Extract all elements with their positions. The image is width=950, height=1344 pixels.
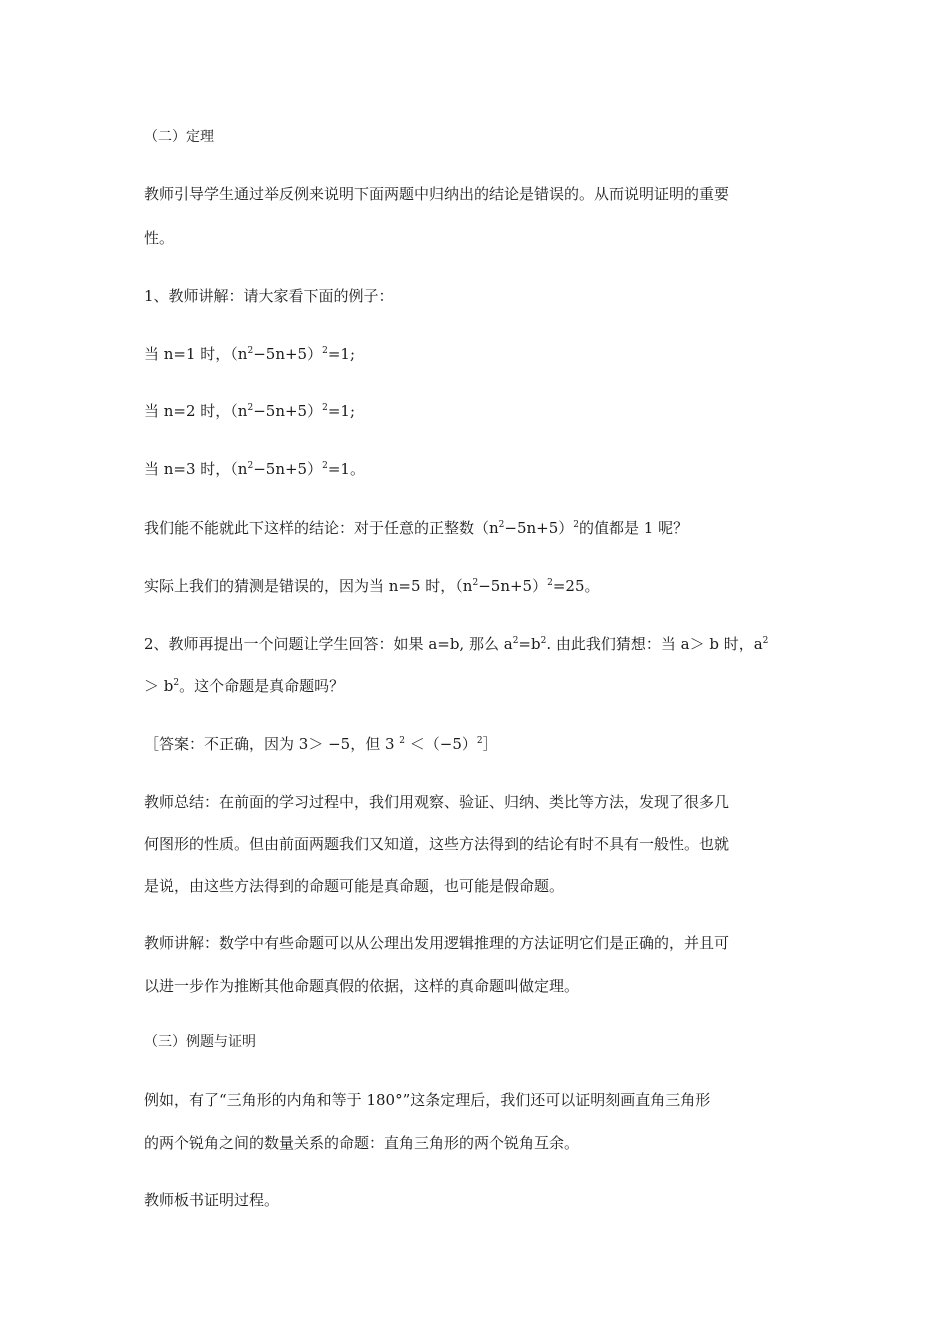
superscript: 2 — [512, 636, 519, 646]
text-run: 性。 — [144, 229, 175, 247]
text-run: 的值都是 1 呢？ — [579, 519, 689, 537]
text-run: （三）例题与证明 — [144, 1034, 256, 1050]
text-run: −5n+5） — [253, 345, 323, 363]
text-run: −5n+5） — [253, 402, 323, 420]
text-run: =1; — [327, 402, 356, 420]
text-run: 实际上我们的猜测是错误的，因为当 n=5 时，（n — [144, 577, 473, 595]
text-line — [144, 517, 688, 539]
text-run: ［答案：不正确，因为 3＞ −5，但 3 — [144, 735, 400, 753]
text-run: 例如，有了“三角形的内角和等于 180°”这条定理后，我们还可以证明刻画直角三角形 — [144, 1091, 711, 1109]
text-line — [144, 733, 498, 755]
text-run: −5n+5） — [253, 460, 323, 478]
text-run: 我们能不能就此下这样的结论：对于任意的正整数（n — [144, 519, 499, 537]
text-run: 教师引导学生通过举反例来说明下面两题中归纳出的结论是错误的。从而说明证明的重要 — [144, 185, 730, 203]
superscript: 2 — [322, 346, 328, 356]
text-run: 何图形的性质。但由前面两题我们又知道，这些方法得到的结论有时不具有一般性。也就 — [144, 835, 730, 853]
text-run: 的两个锐角之间的数量关系的命题：直角三角形的两个锐角互余。 — [144, 1134, 580, 1152]
text-line — [144, 932, 729, 954]
text-run: 当 n=2 时，（n — [144, 402, 248, 420]
superscript: 2 — [573, 520, 580, 530]
text-line — [144, 343, 355, 365]
superscript: 2 — [322, 461, 328, 471]
text-line — [144, 975, 579, 997]
text-line — [144, 227, 174, 249]
text-run: 1、教师讲解：请大家看下面的例子： — [144, 287, 394, 305]
text-run: 。这个命题是真命题吗？ — [179, 677, 345, 695]
text-line — [144, 675, 344, 697]
text-run: 当 n=3 时，（n — [144, 460, 248, 478]
text-run: ＜（−5） — [405, 735, 477, 753]
text-line — [144, 633, 768, 655]
text-run: 是说，由这些方法得到的命题可能是真命题，也可能是假命题。 — [144, 877, 565, 895]
text-run: 2、教师再提出一个问题让学生回答：如果 a=b, 那么 a — [144, 635, 513, 653]
text-run: （二）定理 — [144, 129, 214, 145]
superscript: 2 — [173, 678, 180, 688]
superscript: 2 — [476, 736, 483, 746]
text-run: 教师总结：在前面的学习过程中，我们用观察、验证、归纳、类比等方法，发现了很多几 — [144, 793, 730, 811]
text-line — [144, 458, 365, 480]
text-run: ＞ b — [144, 677, 174, 695]
text-run: 当 n=1 时，（n — [144, 345, 248, 363]
text-line — [144, 575, 600, 597]
superscript: 2 — [247, 403, 254, 413]
text-run: . 由此我们猜想：当 a＞ b 时，a — [546, 635, 763, 653]
text-run: =25。 — [552, 577, 600, 595]
text-run: =1。 — [327, 460, 365, 478]
superscript: 2 — [472, 578, 479, 588]
text-run: −5n+5） — [504, 519, 574, 537]
text-line — [144, 1089, 710, 1111]
text-run: =b — [518, 635, 541, 653]
text-run: ］ — [482, 735, 498, 753]
text-run: 教师板书证明过程。 — [144, 1191, 280, 1209]
superscript: 2 — [547, 578, 553, 588]
superscript: 2 — [498, 520, 505, 530]
text-line — [144, 833, 729, 855]
text-line — [144, 400, 355, 422]
text-run: 教师讲解：数学中有些命题可以从公理出发用逻辑推理的方法证明它们是正确的，并且可 — [144, 934, 730, 952]
text-run: 以进一步作为推断其他命题真假的依据，这样的真命题叫做定理。 — [144, 977, 580, 995]
superscript: 2 — [322, 403, 328, 413]
text-line — [144, 1132, 579, 1154]
text-line — [144, 791, 729, 813]
text-line — [144, 285, 394, 307]
text-run: =1; — [327, 345, 356, 363]
superscript: 2 — [399, 736, 406, 746]
text-line — [144, 875, 564, 897]
superscript: 2 — [762, 636, 769, 646]
text-line — [144, 1189, 279, 1211]
superscript: 2 — [540, 636, 547, 646]
text-run: −5n+5） — [478, 577, 548, 595]
section-heading — [144, 126, 214, 148]
superscript: 2 — [247, 346, 254, 356]
superscript: 2 — [247, 461, 254, 471]
section-heading — [144, 1031, 256, 1053]
text-line — [144, 183, 729, 205]
